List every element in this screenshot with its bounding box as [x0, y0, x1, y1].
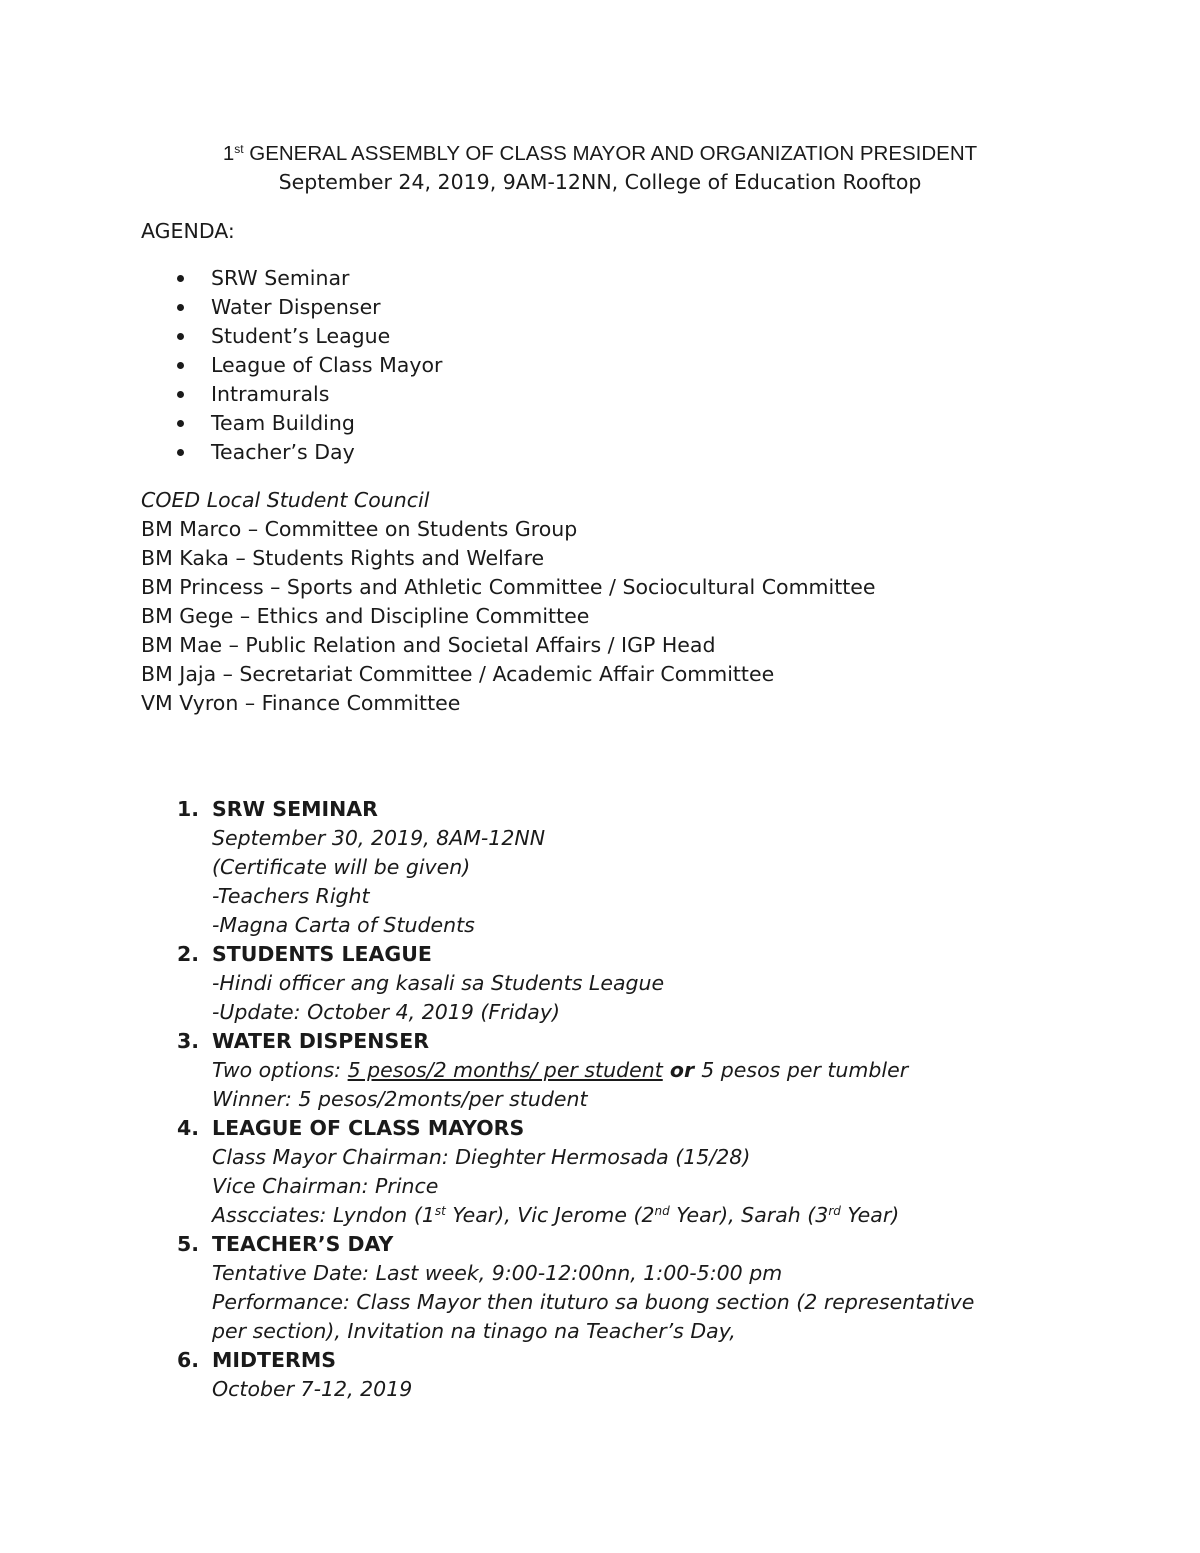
title-ordinal: 1	[222, 142, 235, 165]
topic-heading	[0, 1027, 1200, 1056]
topic-number: 3.	[177, 1029, 200, 1053]
topic-detail: September 30, 2019, 8AM-12NN	[212, 826, 546, 850]
page-subtitle: September 24, 2019, 9AM-12NN, College of Education Rooftop	[278, 170, 922, 194]
topic-heading	[0, 1114, 1200, 1143]
title-ordinal-suffix: st	[234, 142, 244, 156]
topic-title: TEACHER’S DAY	[212, 1232, 394, 1256]
topic-detail: Tentative Date: Last week, 9:00-12:00nn, 1:00-5:00 pm	[212, 1261, 783, 1285]
council-member: BM Princess – Sports and Athletic Committee / Sociocultural Committee	[141, 575, 876, 599]
topic-detail: Vice Chairman: Prince	[212, 1174, 439, 1198]
bullet-icon	[177, 449, 184, 456]
bullet-icon	[177, 333, 184, 340]
topic-number: 4.	[177, 1116, 200, 1140]
bullet-icon	[177, 420, 184, 427]
council-member: BM Jaja – Secretariat Committee / Academic Affair Committee	[141, 662, 775, 686]
topic-heading	[0, 940, 1200, 969]
agenda-item	[141, 351, 442, 380]
page-title	[0, 139, 1200, 168]
council-member: VM Vyron – Finance Committee	[141, 691, 461, 715]
title-text: GENERAL ASSEMBLY OF CLASS MAYOR AND ORGANIZATION PRESIDENT	[243, 142, 978, 165]
agenda-item	[141, 293, 442, 322]
agenda-item	[141, 380, 442, 409]
agenda-item	[141, 438, 442, 467]
agenda-item-text: Water Dispenser	[211, 295, 381, 319]
topic-detail: per section), Invitation na tinago na Teacher’s Day,	[212, 1319, 736, 1343]
topic-title: MIDTERMS	[212, 1348, 336, 1372]
assoc-text: Asscciates: Lyndon (1	[212, 1203, 435, 1227]
agenda-item-text: SRW Seminar	[211, 266, 350, 290]
agenda-item-text: Intramurals	[211, 382, 330, 406]
council-member: BM Mae – Public Relation and Societal Affairs / IGP Head	[141, 633, 716, 657]
topic-number: 1.	[177, 797, 200, 821]
topic-title: WATER DISPENSER	[212, 1029, 430, 1053]
topic-options	[0, 1056, 1200, 1085]
topic-detail: Class Mayor Chairman: Dieghter Hermosada (15/28)	[212, 1145, 751, 1169]
bullet-icon	[177, 391, 184, 398]
topic-item	[0, 940, 1200, 1027]
assoc-sup: st	[434, 1204, 446, 1218]
topic-item	[0, 1114, 1200, 1230]
topic-detail: -Hindi officer ang kasali sa Students League	[212, 971, 665, 995]
agenda-item	[141, 322, 442, 351]
agenda-item-text: Student’s League	[211, 324, 391, 348]
agenda-item	[141, 409, 442, 438]
topic-title: STUDENTS LEAGUE	[212, 942, 432, 966]
topic-detail: -Magna Carta of Students	[212, 913, 475, 937]
topic-item	[0, 1027, 1200, 1114]
agenda-list	[141, 264, 442, 467]
bullet-icon	[177, 362, 184, 369]
agenda-item	[141, 264, 442, 293]
option-b: 5 pesos per tumbler	[701, 1058, 909, 1082]
assoc-text: Year), Vic Jerome (2	[445, 1203, 655, 1227]
topic-detail: -Teachers Right	[212, 884, 370, 908]
topic-number: 6.	[177, 1348, 200, 1372]
bullet-icon	[177, 304, 184, 311]
options-prefix: Two options:	[212, 1058, 348, 1082]
topic-detail: (Certificate will be given)	[212, 855, 471, 879]
option-a: 5 pesos/2 months/ per student	[347, 1058, 663, 1082]
topic-detail: Winner: 5 pesos/2monts/per student	[212, 1087, 588, 1111]
council-member: BM Gege – Ethics and Discipline Committee	[141, 604, 590, 628]
council-title: COED Local Student Council	[141, 488, 430, 512]
agenda-item-text: League of Class Mayor	[211, 353, 443, 377]
header	[0, 139, 1200, 197]
assoc-text: Year)	[840, 1203, 900, 1227]
assoc-sup: nd	[654, 1204, 670, 1218]
council-member: BM Kaka – Students Rights and Welfare	[141, 546, 545, 570]
associates-line	[0, 1201, 1200, 1230]
topic-title: LEAGUE OF CLASS MAYORS	[212, 1116, 525, 1140]
topic-heading	[0, 795, 1200, 824]
bullet-icon	[177, 275, 184, 282]
agenda-item-text: Team Building	[211, 411, 355, 435]
topic-item	[0, 795, 1200, 940]
topic-heading	[0, 1346, 1200, 1375]
topic-detail: October 7-12, 2019	[212, 1377, 413, 1401]
topic-detail: Performance: Class Mayor then ituturo sa buong section (2 representative	[212, 1290, 975, 1314]
agenda-item-text: Teacher’s Day	[211, 440, 355, 464]
topic-item	[0, 1346, 1200, 1404]
assoc-text: Year), Sarah (3	[669, 1203, 829, 1227]
topics-list	[0, 795, 1200, 1404]
topic-number: 2.	[177, 942, 200, 966]
topic-title: SRW SEMINAR	[212, 797, 378, 821]
council-member: BM Marco – Committee on Students Group	[141, 517, 578, 541]
topic-heading	[0, 1230, 1200, 1259]
topic-item	[0, 1230, 1200, 1346]
assoc-sup: rd	[828, 1204, 841, 1218]
topic-number: 5.	[177, 1232, 200, 1256]
council-section	[141, 486, 876, 718]
options-or: or	[662, 1058, 702, 1082]
topic-detail: -Update: October 4, 2019 (Friday)	[212, 1000, 560, 1024]
agenda-label: AGENDA:	[141, 219, 235, 243]
